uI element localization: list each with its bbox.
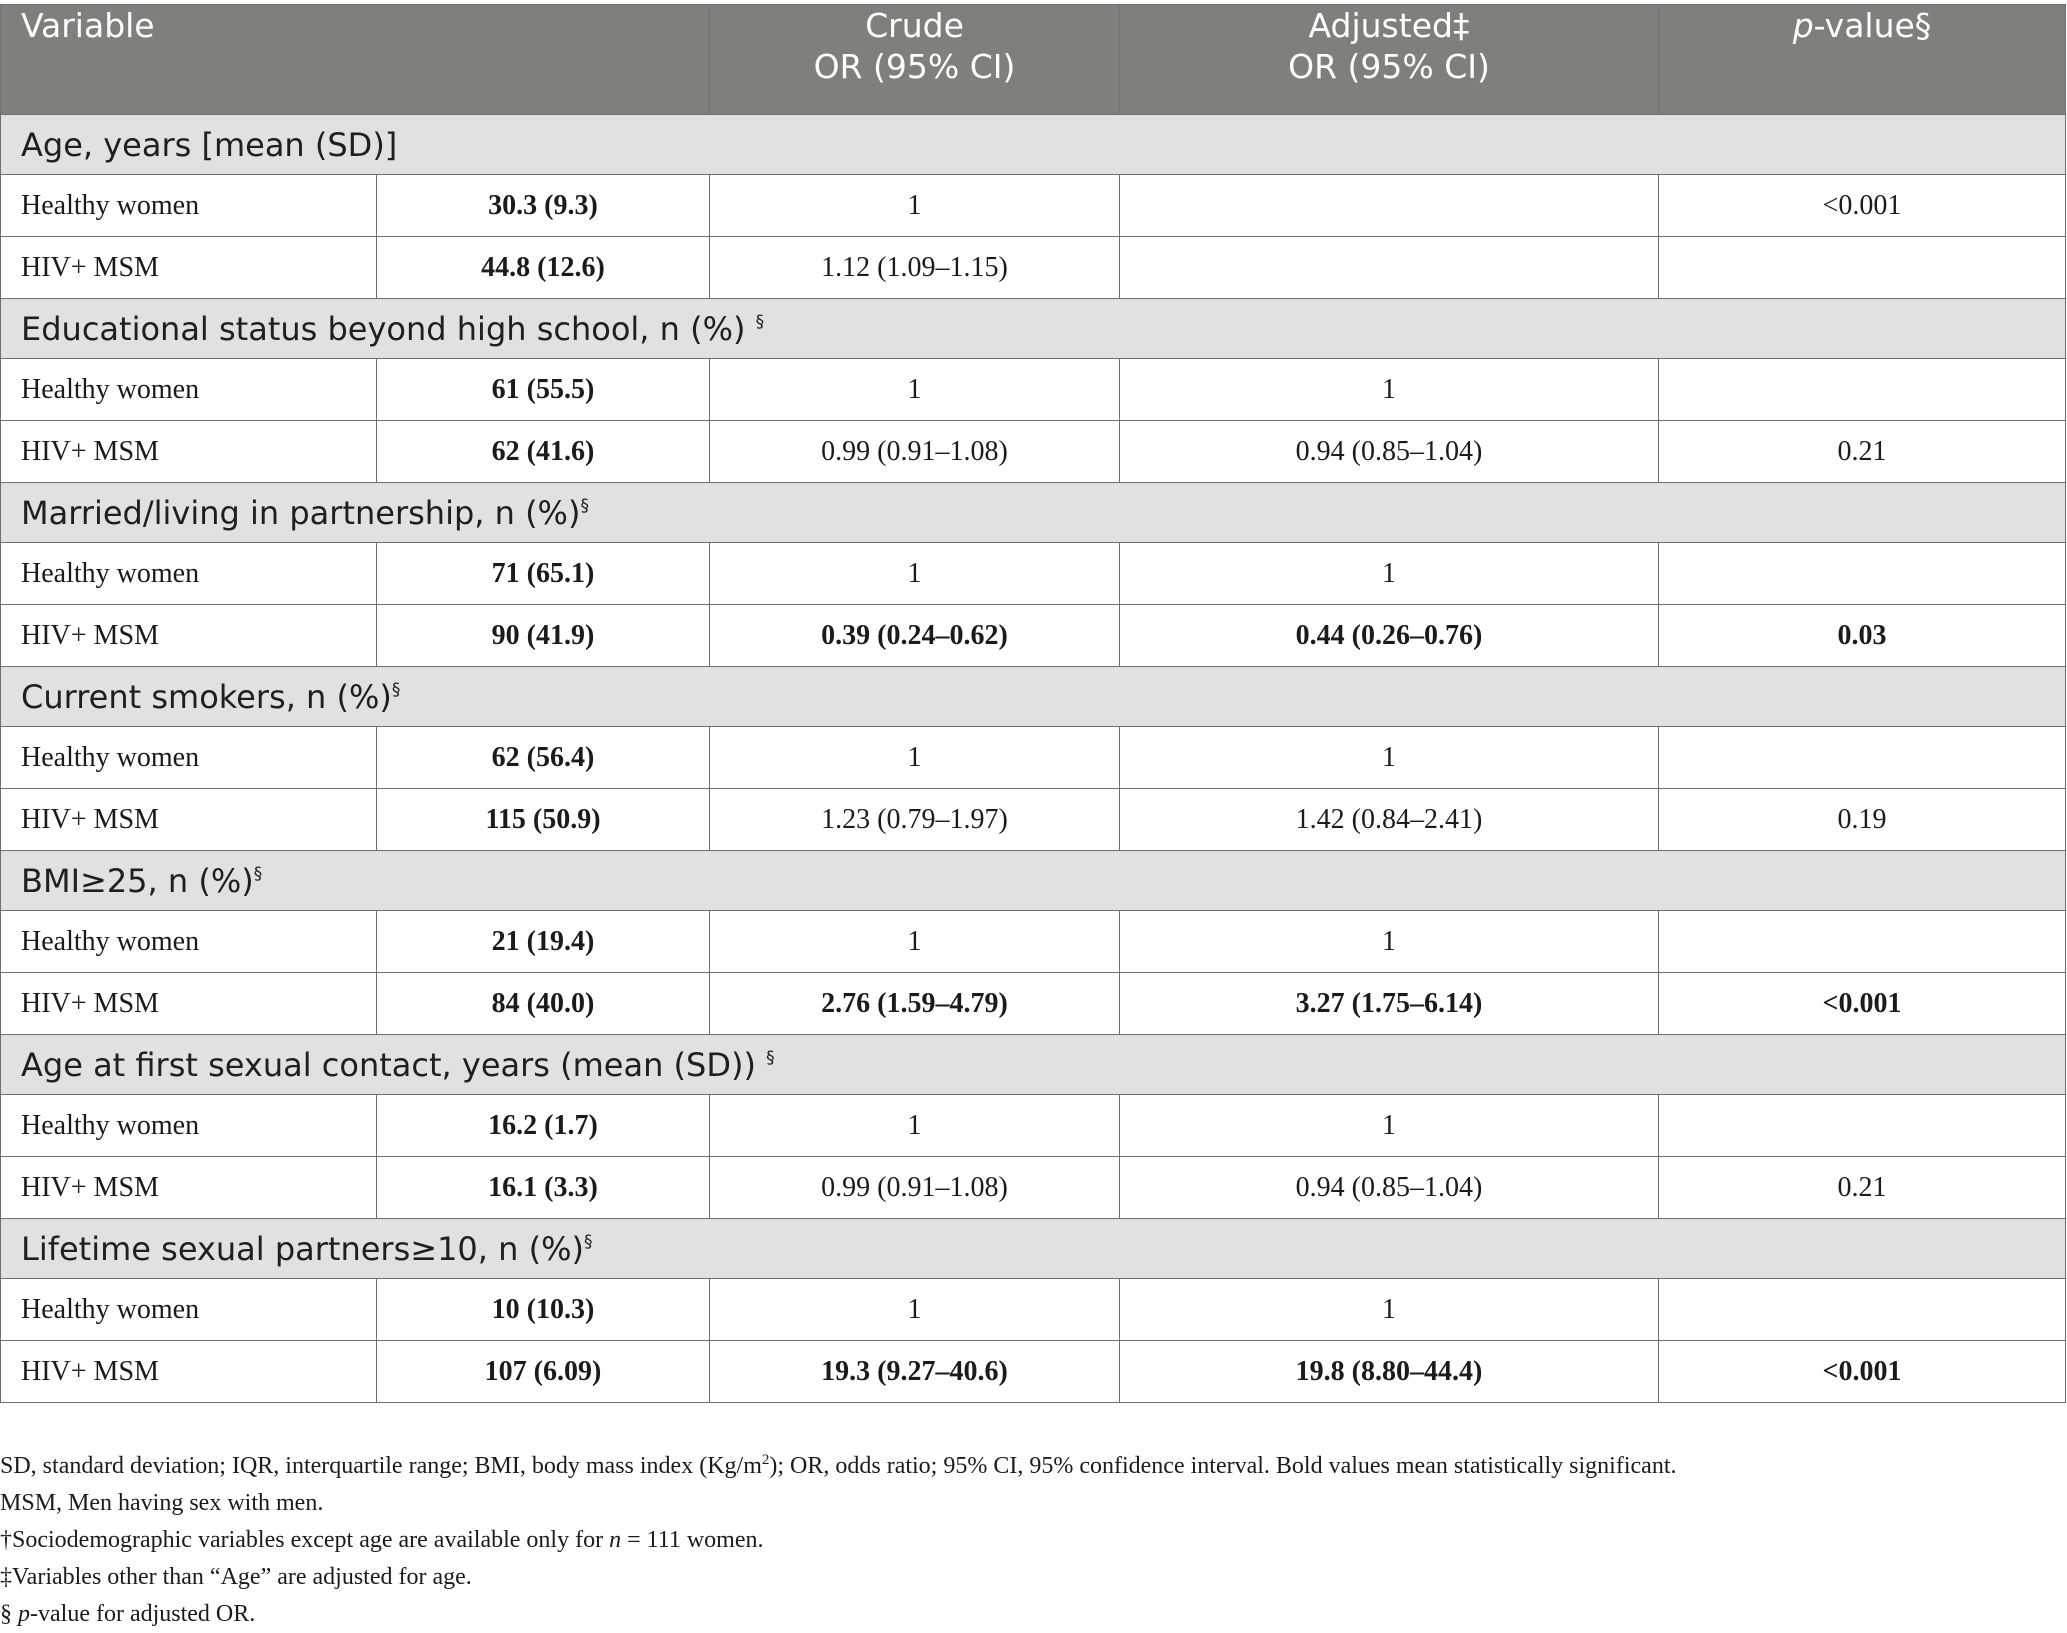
p-value-cell <box>1659 543 2066 605</box>
value-cell: 16.2 (1.7) <box>377 1095 710 1157</box>
section-title-text: BMI≥25, n (%) <box>21 861 254 900</box>
section-row <box>1 851 2066 911</box>
results-table-container <box>0 4 2065 1403</box>
crude-or-cell: 1 <box>710 1095 1120 1157</box>
group-cell: HIV+ MSM <box>1 237 377 299</box>
results-table <box>0 4 2066 1403</box>
p-value-cell: 0.03 <box>1659 605 2066 667</box>
crude-or-cell: 1 <box>710 543 1120 605</box>
footnote-5-p: p <box>18 1601 30 1627</box>
footnote-1-sup: 2 <box>761 1452 770 1468</box>
footnote-5a: § <box>0 1601 18 1627</box>
adjusted-or-cell: 1 <box>1120 727 1659 789</box>
footnote-1a: SD, standard deviation; IQR, interquartile range; BMI, body mass index (Kg/m <box>0 1453 762 1479</box>
section-footnote-mark: § <box>755 311 765 332</box>
crude-or-cell: 1 <box>710 727 1120 789</box>
section-row <box>1 1035 2066 1095</box>
header-crude-line1: Crude <box>865 6 964 45</box>
footnote-5b: -value for adjusted OR. <box>30 1601 256 1627</box>
crude-or-cell: 2.76 (1.59–4.79) <box>710 973 1120 1035</box>
section-row <box>1 299 2066 359</box>
value-cell: 61 (55.5) <box>377 359 710 421</box>
value-cell: 30.3 (9.3) <box>377 175 710 237</box>
table-row <box>1 1341 2066 1403</box>
adjusted-or-cell: 0.44 (0.26–0.76) <box>1120 605 1659 667</box>
group-cell: HIV+ MSM <box>1 973 377 1035</box>
section-title <box>1 851 2066 911</box>
table-body <box>1 115 2066 1403</box>
section-title <box>1 483 2066 543</box>
table-row <box>1 421 2066 483</box>
value-cell: 71 (65.1) <box>377 543 710 605</box>
header-adjusted-or <box>1120 5 1659 115</box>
header-crude-line2: OR (95% CI) <box>813 47 1016 86</box>
group-cell: Healthy women <box>1 175 377 237</box>
table-row <box>1 237 2066 299</box>
section-title-text: Age, years [mean (SD)] <box>21 125 398 164</box>
footnote-1b: ); OR, odds ratio; 95% CI, 95% confidence interval. Bold values mean statistically significant. <box>769 1453 1677 1479</box>
p-value-cell: <0.001 <box>1659 1341 2066 1403</box>
group-cell: HIV+ MSM <box>1 605 377 667</box>
section-title-text: Current smokers, n (%) <box>21 677 392 716</box>
footnote-dagger <box>0 1522 1676 1559</box>
value-cell: 62 (56.4) <box>377 727 710 789</box>
adjusted-or-cell <box>1120 175 1659 237</box>
crude-or-cell: 1 <box>710 175 1120 237</box>
section-title <box>1 299 2066 359</box>
group-cell: HIV+ MSM <box>1 789 377 851</box>
p-value-cell: 0.21 <box>1659 421 2066 483</box>
p-value-cell: 0.19 <box>1659 789 2066 851</box>
value-cell: 44.8 (12.6) <box>377 237 710 299</box>
section-row <box>1 667 2066 727</box>
adjusted-or-cell <box>1120 237 1659 299</box>
value-cell: 21 (19.4) <box>377 911 710 973</box>
section-row <box>1 1219 2066 1279</box>
crude-or-cell: 1.23 (0.79–1.97) <box>710 789 1120 851</box>
adjusted-or-cell: 0.94 (0.85–1.04) <box>1120 421 1659 483</box>
table-row <box>1 1279 2066 1341</box>
p-value-cell: <0.001 <box>1659 973 2066 1035</box>
section-title <box>1 115 2066 175</box>
p-value-cell <box>1659 237 2066 299</box>
crude-or-cell: 1.12 (1.09–1.15) <box>710 237 1120 299</box>
value-cell: 16.1 (3.3) <box>377 1157 710 1219</box>
value-cell: 84 (40.0) <box>377 973 710 1035</box>
crude-or-cell: 0.99 (0.91–1.08) <box>710 1157 1120 1219</box>
section-title-text: Lifetime sexual partners≥10, n (%) <box>21 1229 584 1268</box>
value-cell: 90 (41.9) <box>377 605 710 667</box>
section-footnote-mark: § <box>766 1047 775 1068</box>
crude-or-cell: 0.39 (0.24–0.62) <box>710 605 1120 667</box>
value-cell: 62 (41.6) <box>377 421 710 483</box>
section-row <box>1 483 2066 543</box>
header-variable: Variable <box>1 5 710 115</box>
section-footnote-mark: § <box>253 863 263 884</box>
header-p-italic: p <box>1792 6 1814 45</box>
footnote-3-n: n <box>609 1527 622 1553</box>
table-row <box>1 973 2066 1035</box>
section-title <box>1 1219 2066 1279</box>
adjusted-or-cell: 19.8 (8.80–44.4) <box>1120 1341 1659 1403</box>
table-row <box>1 543 2066 605</box>
adjusted-or-cell: 1 <box>1120 911 1659 973</box>
adjusted-or-cell: 1.42 (0.84–2.41) <box>1120 789 1659 851</box>
table-row <box>1 359 2066 421</box>
footnote-msm: MSM, Men having sex with men. <box>0 1490 324 1516</box>
table-footnotes <box>0 1442 1676 1633</box>
value-cell: 10 (10.3) <box>377 1279 710 1341</box>
table-header-row <box>1 5 2066 115</box>
header-p-value <box>1659 5 2066 115</box>
p-value-cell <box>1659 911 2066 973</box>
group-cell: Healthy women <box>1 727 377 789</box>
table-row <box>1 605 2066 667</box>
p-value-cell <box>1659 359 2066 421</box>
footnote-3a: †Sociodemographic variables except age are available only for <box>0 1527 610 1553</box>
section-title-text: Educational status beyond high school, n (%) <box>21 309 756 348</box>
group-cell: Healthy women <box>1 911 377 973</box>
p-value-cell: 0.21 <box>1659 1157 2066 1219</box>
footnote-abbreviations <box>0 1442 1676 1485</box>
crude-or-cell: 0.99 (0.91–1.08) <box>710 421 1120 483</box>
adjusted-or-cell: 1 <box>1120 359 1659 421</box>
footnote-double-dagger: ‡Variables other than “Age” are adjusted for age. <box>0 1564 472 1590</box>
group-cell: Healthy women <box>1 1095 377 1157</box>
footnote-section <box>0 1596 1676 1633</box>
header-p-rest: -value§ <box>1813 6 1932 45</box>
table-row <box>1 789 2066 851</box>
section-row <box>1 115 2066 175</box>
header-adjusted-line1: Adjusted‡ <box>1308 6 1470 45</box>
adjusted-or-cell: 0.94 (0.85–1.04) <box>1120 1157 1659 1219</box>
adjusted-or-cell: 1 <box>1120 1095 1659 1157</box>
value-cell: 107 (6.09) <box>377 1341 710 1403</box>
section-title <box>1 667 2066 727</box>
group-cell: Healthy women <box>1 359 377 421</box>
header-adjusted-line2: OR (95% CI) <box>1288 47 1490 86</box>
adjusted-or-cell: 3.27 (1.75–6.14) <box>1120 973 1659 1035</box>
group-cell: Healthy women <box>1 1279 377 1341</box>
section-title-text: Married/living in partnership, n (%) <box>21 493 581 532</box>
crude-or-cell: 1 <box>710 359 1120 421</box>
group-cell: HIV+ MSM <box>1 1341 377 1403</box>
table-row <box>1 175 2066 237</box>
group-cell: Healthy women <box>1 543 377 605</box>
adjusted-or-cell: 1 <box>1120 1279 1659 1341</box>
section-footnote-mark: § <box>391 679 401 700</box>
adjusted-or-cell: 1 <box>1120 543 1659 605</box>
p-value-cell: <0.001 <box>1659 175 2066 237</box>
table-row <box>1 1095 2066 1157</box>
p-value-cell <box>1659 1095 2066 1157</box>
p-value-cell <box>1659 727 2066 789</box>
crude-or-cell: 19.3 (9.27–40.6) <box>710 1341 1120 1403</box>
p-value-cell <box>1659 1279 2066 1341</box>
section-footnote-mark: § <box>580 495 589 516</box>
table-row <box>1 727 2066 789</box>
crude-or-cell: 1 <box>710 1279 1120 1341</box>
table-row <box>1 1157 2066 1219</box>
value-cell: 115 (50.9) <box>377 789 710 851</box>
footnote-3b: = 111 women. <box>621 1527 764 1553</box>
table-row <box>1 911 2066 973</box>
group-cell: HIV+ MSM <box>1 1157 377 1219</box>
header-crude-or <box>710 5 1120 115</box>
section-title-text: Age at first sexual contact, years (mean (SD)) <box>21 1045 767 1084</box>
group-cell: HIV+ MSM <box>1 421 377 483</box>
section-title <box>1 1035 2066 1095</box>
crude-or-cell: 1 <box>710 911 1120 973</box>
section-footnote-mark: § <box>583 1231 593 1252</box>
